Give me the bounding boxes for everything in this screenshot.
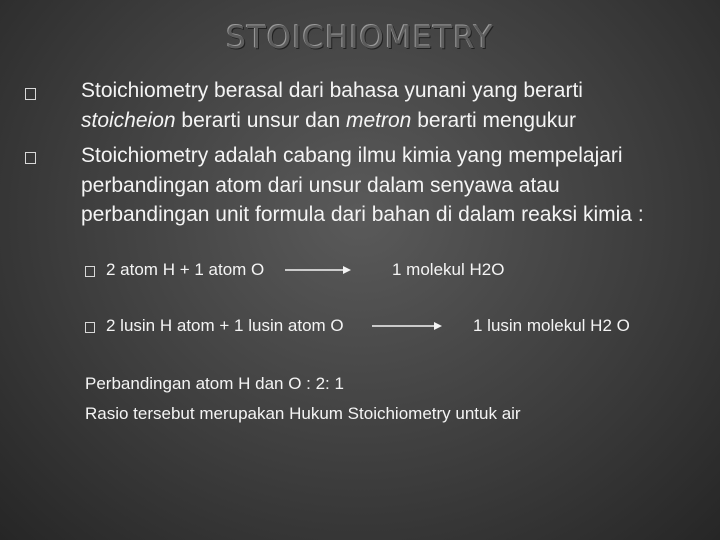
reaction-2-product: 1 lusin molekul H2 O bbox=[473, 316, 630, 335]
bullet-2-text: Stoichiometry adalah cabang ilmu kimia yang mempelajari perbandingan atom dari unsur dalam senyawa atau perbandingan unit formula dari bahan di dalam reaksi kimia : bbox=[81, 144, 644, 226]
bullet-1-suffix: berarti mengukur bbox=[411, 108, 576, 132]
sub-bullet-box-icon bbox=[85, 266, 95, 277]
bullet-1-mid: berarti unsur dan bbox=[175, 108, 346, 132]
term-metron: metron bbox=[346, 108, 412, 132]
ratio-line: Perbandingan atom H dan O : 2: 1 bbox=[85, 374, 344, 393]
slide-title: STOICHIOMETRY bbox=[226, 20, 494, 56]
bullet-box-icon bbox=[25, 152, 36, 164]
bullet-1-prefix: Stoichiometry berasal dari bahasa yunani yang berarti bbox=[81, 79, 583, 102]
reaction-2-reactants: 2 lusin H atom + 1 lusin atom O bbox=[106, 316, 344, 335]
reaction-1-reactants: 2 atom H + 1 atom O bbox=[106, 260, 265, 279]
reaction-1-arrow-icon bbox=[283, 264, 353, 276]
reaction-2-arrow-icon bbox=[370, 320, 444, 332]
bullet-box-icon bbox=[25, 88, 36, 100]
term-stoicheion: stoicheion bbox=[81, 108, 176, 132]
bullet-1-text bbox=[81, 76, 681, 135]
sub-bullet-box-icon bbox=[85, 322, 95, 333]
conclusion-line: Rasio tersebut merupakan Hukum Stoichiometry untuk air bbox=[85, 404, 521, 423]
reaction-1-product: 1 molekul H2O bbox=[392, 260, 505, 279]
